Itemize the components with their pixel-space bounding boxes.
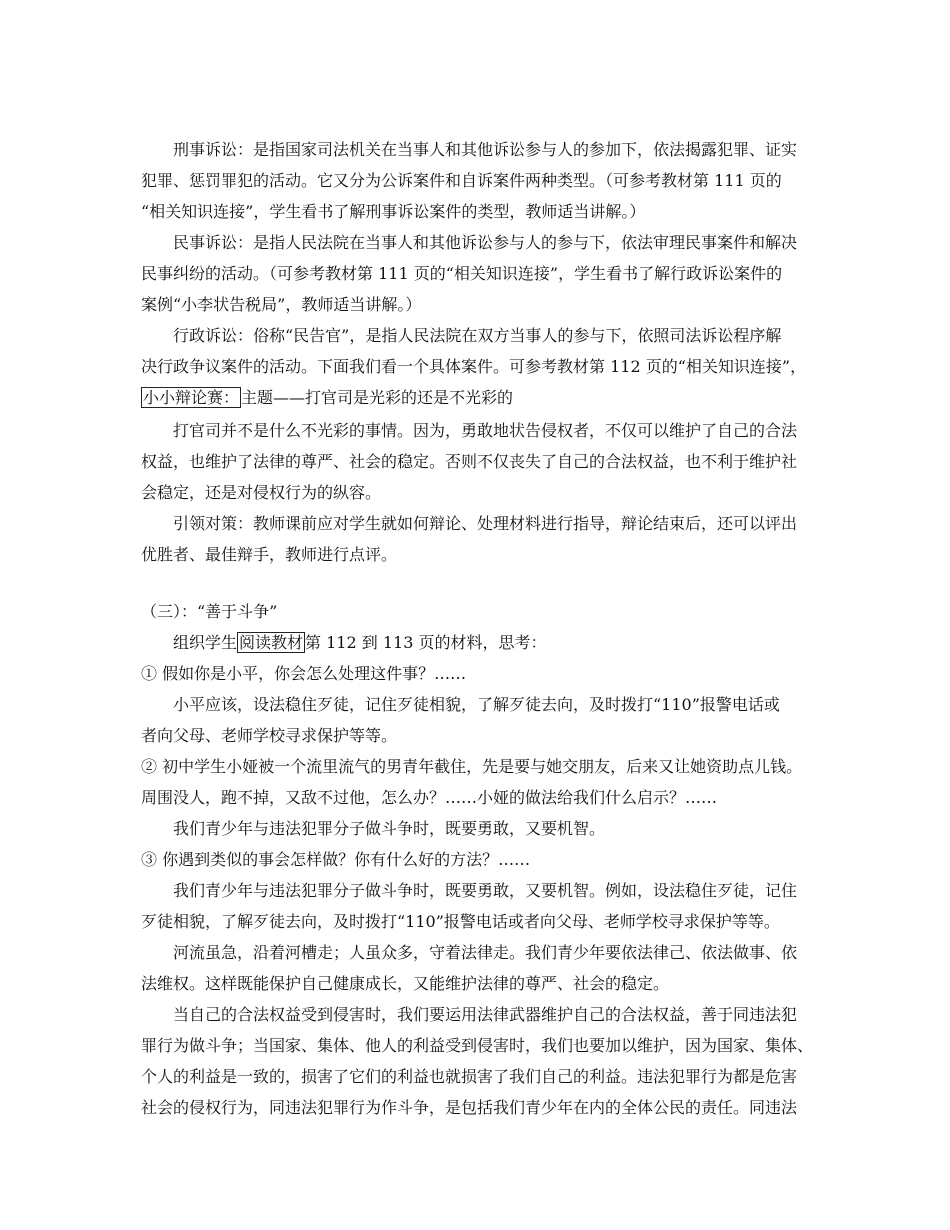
para-lawsuit-line-1: 打官司并不是什么不光彩的事情。因为，勇敢地状告侵权者，不仅可以维护了自己的合法 <box>173 421 798 440</box>
answer-3-line-2: 歹徒相貌，了解歹徒去向，及时拨打“110”报警电话或者向父母、老师学校寻求保护等等。 <box>141 912 780 931</box>
question-3: ③ 你遇到类似的事会怎样做？你有什么好的方法？…… <box>141 850 531 869</box>
answer-1-line-2: 者向父母、老师学校寻求保护等等。 <box>141 726 398 745</box>
para-criminal-line-3: “相关知识连接”，学生看书了解刑事诉讼案件的类型，教师适当讲解。） <box>141 202 646 221</box>
read-instruction-suffix: 第 112 到 113 页的材料，思考： <box>305 633 547 652</box>
para-admin-line-2: 决行政争议案件的活动。下面我们看一个具体案件。可参考教材第 112 页的“相关知识连接”， <box>141 357 807 376</box>
question-1: ① 假如你是小平，你会怎么处理这件事？…… <box>141 664 467 683</box>
para-lawsuit-line-2: 权益，也维护了法律的尊严、社会的稳定。否则不仅丧失了自己的合法权益，也不利于维护社 <box>141 452 798 471</box>
debate-label-box: 小小辩论赛： <box>143 388 240 407</box>
para-lawsuit-line-3: 会稳定，还是对侵权行为的纵容。 <box>141 483 382 502</box>
para-rights-line-3: 个人的利益是一致的，损害了它们的利益也就损害了我们自己的利益。违法犯罪行为都是危害 <box>141 1067 798 1086</box>
debate-topic-line <box>141 387 821 409</box>
para-rights-line-2: 罪行为做斗争；当国家、集体、他人的利益受到侵害时，我们也要加以维护，因为国家、集体、 <box>141 1036 814 1055</box>
question-2-line-2: 周围没人，跑不掉，又敌不过他，怎么办？……小娅的做法给我们什么启示？…… <box>141 788 718 807</box>
answer-2: 我们青少年与违法犯罪分子做斗争时，既要勇敢，又要机智。 <box>173 819 606 838</box>
answer-3-line-1: 我们青少年与违法犯罪分子做斗争时，既要勇敢，又要机智。例如，设法稳住歹徒，记住 <box>173 881 798 900</box>
para-civil-line-2: 民事纠纷的活动。（可参考教材第 111 页的“相关知识连接”，学生看书了解行政诉讼案件的 <box>141 264 783 283</box>
para-river-line-1: 河流虽急，沿着河槽走；人虽众多，守着法律走。我们青少年要依法律己、依法做事、依 <box>173 943 798 962</box>
para-civil-line-3: 案例“小李状告税局”，教师适当讲解。） <box>141 295 422 314</box>
section-heading: （三）：“善于斗争” <box>141 602 278 621</box>
para-civil-line-1: 民事诉讼：是指人民法院在当事人和其他诉讼参与人的参与下，依法审理民事案件和解决 <box>173 233 798 252</box>
read-label-box: 阅读教材 <box>239 633 304 652</box>
para-rights-line-1: 当自己的合法权益受到侵害时，我们要运用法律武器维护自己的合法权益，善于同违法犯 <box>173 1005 798 1024</box>
read-instruction-line <box>173 632 853 654</box>
para-criminal-line-2: 犯罪、惩罚罪犯的活动。它又分为公诉案件和自诉案件两种类型。（可参考教材第 111 页的 <box>141 171 782 190</box>
para-strategy-line-2: 优胜者、最佳辩手，教师进行点评。 <box>141 545 398 564</box>
question-2-line-1: ② 初中学生小娅被一个流里流气的男青年截住，先是要与她交朋友，后来又让她资助点儿钱。 <box>141 757 803 776</box>
para-river-line-2: 法维权。这样既能保护自己健康成长，又能维护法律的尊严、社会的稳定。 <box>141 974 670 993</box>
debate-topic-text: 主题——打官司是光彩的还是不光彩的 <box>241 388 514 407</box>
para-criminal-line-1: 刑事诉讼：是指国家司法机关在当事人和其他诉讼参与人的参加下，依法揭露犯罪、证实 <box>173 140 798 159</box>
para-admin-line-1: 行政诉讼：俗称“民告官”，是指人民法院在双方当事人的参与下，依照司法诉讼程序解 <box>173 326 782 345</box>
answer-1-line-1: 小平应该，设法稳住歹徒，记住歹徒相貌，了解歹徒去向，及时拨打“110”报警电话或 <box>173 695 780 714</box>
para-rights-line-4: 社会的侵权行为，同违法犯罪行为作斗争，是包括我们青少年在内的全体公民的责任。同违法 <box>141 1098 798 1117</box>
para-strategy-line-1: 引领对策：教师课前应对学生就如何辩论、处理材料进行指导，辩论结束后，还可以评出 <box>173 514 798 533</box>
read-instruction-prefix: 组织学生 <box>173 633 238 652</box>
